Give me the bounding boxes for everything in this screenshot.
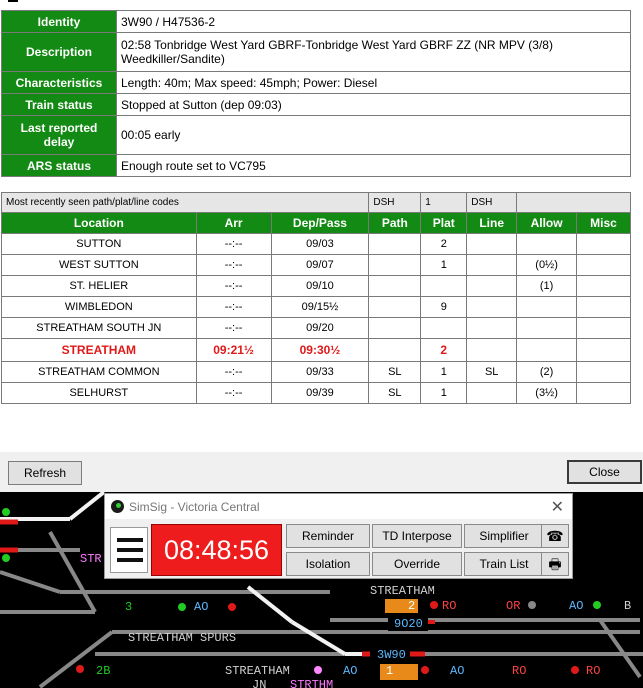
dep: 09:30½ bbox=[271, 339, 369, 362]
signal-aspect[interactable] bbox=[528, 601, 536, 609]
allow bbox=[517, 297, 577, 318]
timetable-row[interactable] bbox=[2, 255, 631, 276]
label-b: B bbox=[624, 599, 632, 613]
signal-ro-2[interactable]: RO bbox=[512, 664, 527, 678]
close-icon[interactable]: ✕ bbox=[550, 499, 564, 516]
signal-2b[interactable]: 2B bbox=[96, 664, 111, 678]
info-row bbox=[2, 72, 631, 94]
signal-aspect-red[interactable] bbox=[228, 603, 236, 611]
signal-aspect-red[interactable] bbox=[421, 666, 429, 674]
plat: 1 bbox=[421, 255, 467, 276]
misc bbox=[577, 383, 631, 404]
track-section bbox=[50, 532, 95, 612]
simsig-titlebar[interactable] bbox=[105, 494, 572, 519]
signal-ao-2[interactable]: AO bbox=[569, 599, 584, 613]
codes-label: Most recently seen path/plat/line codes bbox=[2, 193, 369, 213]
label-str: STR bbox=[80, 552, 102, 566]
simsig-control-window bbox=[104, 493, 573, 579]
track-section bbox=[600, 620, 640, 677]
reminder-button[interactable]: Reminder bbox=[286, 524, 370, 548]
location: STREATHAM bbox=[2, 339, 197, 362]
timetable-row[interactable] bbox=[2, 362, 631, 383]
info-value: Enough route set to VC795 bbox=[117, 155, 631, 177]
plat: 9 bbox=[421, 297, 467, 318]
label-streatham: STREATHAM bbox=[370, 584, 435, 598]
hamburger-icon bbox=[117, 548, 143, 552]
berth-3w90[interactable]: 3W90 bbox=[377, 648, 406, 662]
timetable-header bbox=[2, 213, 631, 234]
simsig-title: SimSig - Victoria Central bbox=[129, 500, 260, 514]
info-key: Train status bbox=[2, 94, 117, 116]
signal-aspect-green[interactable] bbox=[2, 508, 10, 516]
dep: 09/20 bbox=[271, 318, 369, 339]
path bbox=[369, 276, 421, 297]
info-key: Identity bbox=[2, 11, 117, 33]
hamburger-icon bbox=[117, 538, 143, 542]
line: SL bbox=[467, 362, 517, 383]
col-header-arr[interactable]: Arr bbox=[196, 213, 271, 234]
path bbox=[369, 339, 421, 362]
path bbox=[369, 234, 421, 255]
dep: 09/10 bbox=[271, 276, 369, 297]
close-button[interactable]: Close bbox=[567, 460, 642, 484]
path bbox=[369, 297, 421, 318]
info-key: Last reported delay bbox=[2, 116, 117, 155]
codes-line: DSH bbox=[467, 193, 517, 213]
signal-aspect-red[interactable] bbox=[76, 665, 84, 673]
signal-aspect-red[interactable] bbox=[430, 601, 438, 609]
codes-path: DSH bbox=[369, 193, 421, 213]
arr: --:-- bbox=[196, 234, 271, 255]
misc bbox=[577, 339, 631, 362]
td-interpose-button[interactable]: TD Interpose bbox=[372, 524, 462, 548]
info-row bbox=[2, 94, 631, 116]
col-header-plat[interactable]: Plat bbox=[421, 213, 467, 234]
timetable bbox=[1, 192, 631, 404]
col-header-location[interactable]: Location bbox=[2, 213, 197, 234]
plat: 1 bbox=[421, 362, 467, 383]
col-header-path[interactable]: Path bbox=[369, 213, 421, 234]
track-section bbox=[0, 572, 60, 592]
train-list-button[interactable]: Train List bbox=[464, 552, 544, 576]
info-value: Stopped at Sutton (dep 09:03) bbox=[117, 94, 631, 116]
hamburger-icon bbox=[117, 558, 143, 562]
misc bbox=[577, 255, 631, 276]
location: STREATHAM SOUTH JN bbox=[2, 318, 197, 339]
signal-ao[interactable]: AO bbox=[194, 600, 209, 614]
path bbox=[369, 318, 421, 339]
track-section bbox=[70, 492, 104, 519]
simplifier-button[interactable]: Simplifier bbox=[464, 524, 544, 548]
simsig-logo-icon bbox=[111, 500, 124, 513]
path bbox=[369, 255, 421, 276]
arr: --:-- bbox=[196, 255, 271, 276]
arr: 09:21½ bbox=[196, 339, 271, 362]
signal-aspect-green[interactable] bbox=[593, 601, 601, 609]
label-strthm: STRTHM bbox=[290, 678, 334, 688]
allow bbox=[517, 339, 577, 362]
allow: (0½) bbox=[517, 255, 577, 276]
dep: 09/39 bbox=[271, 383, 369, 404]
signal-aspect-green[interactable] bbox=[2, 554, 10, 562]
info-row bbox=[2, 155, 631, 177]
button-bar bbox=[0, 452, 643, 492]
timetable-row[interactable] bbox=[2, 383, 631, 404]
signal-ao-4[interactable]: AO bbox=[450, 664, 465, 678]
track-section bbox=[40, 632, 112, 687]
info-value: 02:58 Tonbridge West Yard GBRF-Tonbridge West Yard GBRF ZZ (NR MPV (3/8) Weedkiller/Sandite) bbox=[117, 33, 631, 72]
berth-9020[interactable]: 9O20 bbox=[394, 617, 423, 631]
col-header-allow[interactable]: Allow bbox=[517, 213, 577, 234]
info-value: 00:05 early bbox=[117, 116, 631, 155]
line bbox=[467, 339, 517, 362]
location: WEST SUTTON bbox=[2, 255, 197, 276]
menu-button[interactable] bbox=[110, 527, 148, 573]
codes-plat: 1 bbox=[421, 193, 467, 213]
location: STREATHAM COMMON bbox=[2, 362, 197, 383]
misc bbox=[577, 234, 631, 255]
plat bbox=[421, 318, 467, 339]
isolation-button[interactable]: Isolation bbox=[286, 552, 370, 576]
label-streatham-lower: STREATHAM bbox=[225, 664, 290, 678]
timetable-row[interactable] bbox=[2, 297, 631, 318]
window-top-edge bbox=[0, 0, 643, 6]
col-header-line[interactable]: Line bbox=[467, 213, 517, 234]
line bbox=[467, 234, 517, 255]
line bbox=[467, 297, 517, 318]
train-info-table bbox=[1, 10, 631, 177]
location: WIMBLEDON bbox=[2, 297, 197, 318]
allow: (3½) bbox=[517, 383, 577, 404]
label-jn: JN bbox=[252, 678, 267, 688]
info-row bbox=[2, 116, 631, 155]
timetable-row[interactable] bbox=[2, 318, 631, 339]
timetable-row[interactable] bbox=[2, 234, 631, 255]
dep: 09/07 bbox=[271, 255, 369, 276]
sim-clock[interactable]: 08:48:56 bbox=[151, 524, 282, 576]
allow: (1) bbox=[517, 276, 577, 297]
info-row bbox=[2, 33, 631, 72]
allow bbox=[517, 318, 577, 339]
info-key: ARS status bbox=[2, 155, 117, 177]
path: SL bbox=[369, 362, 421, 383]
arr: --:-- bbox=[196, 318, 271, 339]
printer-icon[interactable]: 🖶 bbox=[541, 552, 569, 576]
codes-empty bbox=[517, 193, 631, 213]
signal-aspect-red[interactable] bbox=[571, 666, 579, 674]
timetable-row-current[interactable] bbox=[2, 339, 631, 362]
plat bbox=[421, 276, 467, 297]
plat: 1 bbox=[421, 383, 467, 404]
signal-or[interactable]: OR bbox=[506, 599, 521, 613]
info-value: Length: 40m; Max speed: 45mph; Power: Diesel bbox=[117, 72, 631, 94]
misc bbox=[577, 297, 631, 318]
location: ST. HELIER bbox=[2, 276, 197, 297]
misc bbox=[577, 276, 631, 297]
label-streatham-spurs: STREATHAM SPURS bbox=[128, 631, 237, 645]
signal-ro[interactable]: RO bbox=[442, 599, 457, 613]
col-header-dep[interactable]: Dep/Pass bbox=[271, 213, 369, 234]
signal-aspect-white[interactable] bbox=[314, 666, 322, 674]
col-header-misc[interactable]: Misc bbox=[577, 213, 631, 234]
line bbox=[467, 255, 517, 276]
misc bbox=[577, 362, 631, 383]
plat: 2 bbox=[421, 234, 467, 255]
arr: --:-- bbox=[196, 383, 271, 404]
refresh-button[interactable]: Refresh bbox=[8, 461, 82, 485]
info-value: 3W90 / H47536-2 bbox=[117, 11, 631, 33]
line bbox=[467, 276, 517, 297]
allow: (2) bbox=[517, 362, 577, 383]
track-section bbox=[292, 622, 345, 654]
signal-ao-3[interactable]: AO bbox=[343, 664, 358, 678]
override-button[interactable]: Override bbox=[372, 552, 462, 576]
info-key: Description bbox=[2, 33, 117, 72]
vertical-scrollbar[interactable] bbox=[633, 0, 643, 450]
dep: 09/03 bbox=[271, 234, 369, 255]
allow bbox=[517, 234, 577, 255]
telephone-icon[interactable]: ☎ bbox=[541, 524, 569, 548]
dep: 09/15½ bbox=[271, 297, 369, 318]
signal-3[interactable]: 3 bbox=[125, 600, 133, 614]
berth-1[interactable]: 1 bbox=[386, 664, 394, 678]
arr: --:-- bbox=[196, 297, 271, 318]
plat: 2 bbox=[421, 339, 467, 362]
dep: 09/33 bbox=[271, 362, 369, 383]
line bbox=[467, 318, 517, 339]
line bbox=[467, 383, 517, 404]
misc bbox=[577, 318, 631, 339]
codes-row bbox=[2, 193, 631, 213]
timetable-row[interactable] bbox=[2, 276, 631, 297]
info-key: Characteristics bbox=[2, 72, 117, 94]
arr: --:-- bbox=[196, 276, 271, 297]
location: SELHURST bbox=[2, 383, 197, 404]
arr: --:-- bbox=[196, 362, 271, 383]
location: SUTTON bbox=[2, 234, 197, 255]
info-row bbox=[2, 11, 631, 33]
berth-2[interactable]: 2 bbox=[408, 599, 416, 613]
signal-ro-3[interactable]: RO bbox=[586, 664, 601, 678]
path: SL bbox=[369, 383, 421, 404]
signal-aspect-green[interactable] bbox=[178, 603, 186, 611]
